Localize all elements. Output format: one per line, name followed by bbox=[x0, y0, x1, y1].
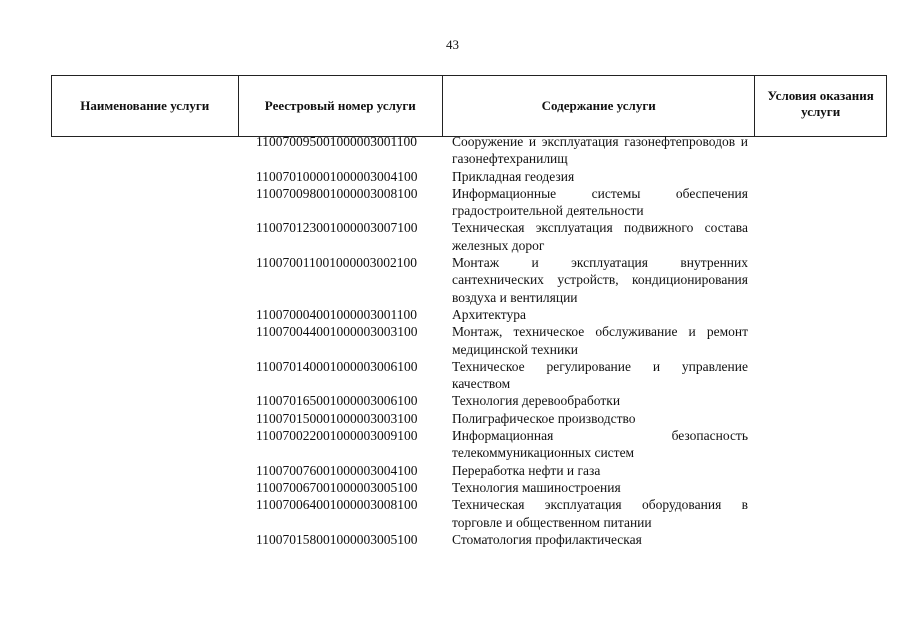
service-content-cell: Архитектура bbox=[452, 306, 526, 322]
registry-number-cell: 110070064001000003008100 bbox=[256, 497, 418, 513]
service-content-cell: Технология машиностроения bbox=[452, 479, 621, 495]
registry-number-cell: 110070158001000003005100 bbox=[256, 531, 418, 547]
service-content-cell: Полиграфическое производство bbox=[452, 410, 636, 426]
registry-number-cell: 110070140001000003006100 bbox=[256, 358, 418, 374]
header-service-conditions: Условия оказания услуги bbox=[767, 88, 874, 119]
registry-number-cell: 110070022001000003009100 bbox=[256, 428, 418, 444]
table-row bbox=[238, 427, 758, 462]
service-content-cell: Техническая эксплуатация оборудования в торговле и общественном питании bbox=[452, 497, 748, 530]
service-content-cell: Стоматология профилактическая bbox=[452, 531, 642, 547]
table-row bbox=[238, 254, 758, 306]
header-service-content: Содержание услуги bbox=[443, 76, 755, 136]
table-row bbox=[238, 392, 758, 409]
table-row bbox=[238, 496, 758, 531]
table-row bbox=[238, 479, 758, 496]
service-content-cell: Сооружение и эксплуатация газонефтепроводов и газонефтехранилищ bbox=[452, 134, 748, 167]
table-row bbox=[238, 462, 758, 479]
registry-number-cell: 110070098001000003008100 bbox=[256, 185, 418, 201]
header-registry-number: Реестровый номер услуги bbox=[239, 76, 444, 136]
service-content-cell: Техническое регулирование и управление качеством bbox=[452, 358, 748, 392]
table-row bbox=[238, 531, 758, 548]
page-number: 43 bbox=[446, 37, 459, 52]
header-service-name: Наименование услуги bbox=[52, 76, 239, 136]
registry-number-cell: 110070123001000003007100 bbox=[256, 220, 418, 236]
table-row bbox=[238, 168, 758, 185]
registry-number-cell: 110070150001000003003100 bbox=[256, 410, 418, 426]
table-row bbox=[238, 323, 758, 358]
table-row bbox=[238, 358, 758, 393]
service-content-cell: Прикладная геодезия bbox=[452, 168, 575, 184]
service-content-cell: Технология деревообработки bbox=[452, 393, 621, 409]
table-row bbox=[238, 185, 758, 220]
table-header bbox=[51, 75, 887, 137]
service-content-cell: Информационные системы обеспечения градостроительной деятельности bbox=[452, 185, 748, 219]
service-content-cell: Переработка нефти и газа bbox=[452, 462, 601, 478]
registry-number-cell: 110070011001000003002100 bbox=[256, 255, 417, 271]
service-content-cell: Монтаж и эксплуатация внутренних сантехнических устройств, кондиционирования воздуха и вентиляции bbox=[452, 255, 748, 305]
table-row bbox=[238, 410, 758, 427]
registry-number-cell: 110070165001000003006100 bbox=[256, 393, 418, 409]
service-content-cell: Техническая эксплуатация подвижного состава железных дорог bbox=[452, 220, 748, 253]
registry-number-cell: 110070044001000003003100 bbox=[256, 324, 418, 340]
registry-number-cell: 110070095001000003001100 bbox=[256, 134, 417, 149]
table-row bbox=[238, 219, 758, 254]
registry-number-cell: 110070076001000003004100 bbox=[256, 462, 418, 478]
registry-number-cell: 110070067001000003005100 bbox=[256, 479, 418, 495]
table-row bbox=[238, 133, 758, 168]
registry-number-cell: 110070100001000003004100 bbox=[256, 168, 418, 184]
table-row bbox=[238, 306, 758, 323]
table-body bbox=[238, 133, 758, 548]
service-content-cell: Информационная безопасность телекоммуникационных систем bbox=[452, 428, 748, 461]
registry-number-cell: 110070004001000003001100 bbox=[256, 306, 417, 322]
service-content-cell: Монтаж, техническое обслуживание и ремонт медицинской техники bbox=[452, 324, 748, 357]
